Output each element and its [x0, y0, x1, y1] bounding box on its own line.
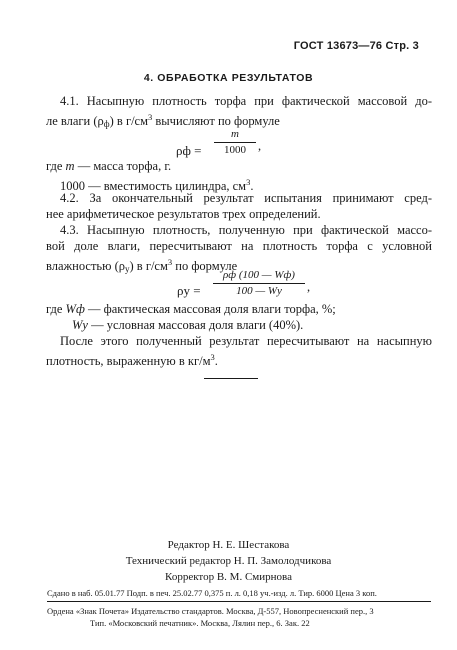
paragraph-after-line-1: После этого полученный результат пересчитывают на насыпную — [60, 334, 432, 348]
paragraph-4-3-line-1: 4.3. Насыпную плотность, полученную при фактической массо- — [60, 223, 432, 237]
footer-rule — [47, 601, 431, 602]
editor-credit: Редактор Н. Е. Шестакова — [167, 539, 290, 551]
paragraph-4-1-line-2: ле влаги $(\rho_ф)$ в $г/см^3$ вычисляют по формуле — [46, 112, 280, 129]
where-1-line-1: где m — масса торфа, г. — [46, 159, 172, 173]
paragraph-4-1-line-1: 4.1. Насыпную плотность торфа при фактической массовой до- — [60, 94, 432, 108]
corrector-credit: Корректор В. М. Смирнова — [165, 571, 292, 583]
where-2-line-1: где Wф — фактическая массовая доля влаги торфа, %; — [46, 302, 336, 316]
section-separator — [204, 378, 258, 379]
printing-house-details: Тип. «Московский печатник». Москва, Лялин пер., 6. Зак. 22 — [90, 618, 310, 628]
paragraph-4-2-line-2: нее арифметическое результатов трех определений. — [46, 207, 321, 221]
formula-1-comma: , — [258, 139, 262, 153]
tech-editor-credit: Технический редактор Н. П. Замолодчикова — [125, 555, 332, 567]
formula-2-fraction — [213, 269, 305, 298]
paragraph-4-3-line-3: влажностью $(\rho_у)$ в $г/см^3$ по формуле — [46, 257, 238, 274]
formula-2-lhs: ρу = — [177, 283, 201, 298]
formula-1-denominator: 1000 — [224, 144, 246, 156]
paragraph-after-line-2: плотность, выраженную в $кг/м^3$. — [46, 352, 218, 368]
section-title: 4. ОБРАБОТКА РЕЗУЛЬТАТОВ — [143, 72, 314, 84]
formula-1-lhs: ρф = — [176, 143, 202, 158]
formula-2-numerator: ρф (100 — Wф) — [223, 269, 295, 281]
publisher-details: Ордена «Знак Почета» Издательство стандартов. Москва, Д-557, Новопресненский пер., 3 — [47, 606, 374, 616]
paragraph-4-3-line-2: вой доле влаги, пересчитывают на плотность торфа с условной — [46, 239, 432, 253]
where-1-line-2: 1000 — вместимость цилиндра, $см^3$. — [60, 177, 254, 193]
formula-1-numerator: m — [231, 128, 239, 140]
paragraph-4-2-line-1: 4.2. За окончательный результат испытания принимают сред- — [60, 191, 432, 205]
formula-2-comma: , — [307, 280, 311, 294]
page-header: ГОСТ 13673—76 Стр. 3 — [293, 40, 419, 52]
where-2-line-2: Wу — условная массовая доля влаги (40%). — [72, 318, 304, 332]
formula-1-fraction — [214, 128, 256, 157]
print-details: Сдано в наб. 05.01.77 Подп. в печ. 25.02.77 0,375 п. л. 0,18 уч.-изд. л. Тир. 6000 Цена 3 коп. — [47, 588, 377, 598]
formula-2-denominator: 100 — Wу — [236, 285, 282, 297]
